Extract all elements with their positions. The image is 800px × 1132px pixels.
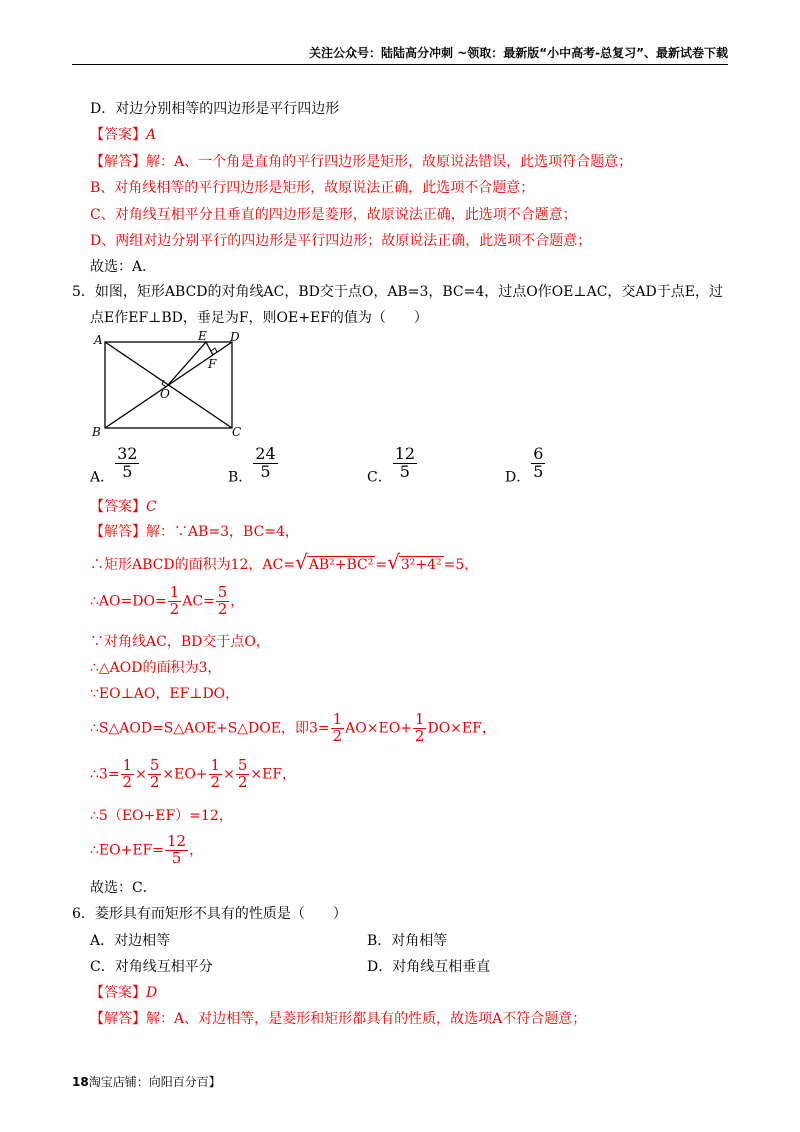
denominator: 2	[210, 772, 221, 791]
denominator: 2	[217, 599, 228, 618]
numerator: 12	[394, 444, 416, 463]
denominator: 2	[169, 599, 180, 618]
q5-option-b	[228, 446, 279, 486]
denominator: 5	[171, 848, 182, 867]
answer-label: 【答案】	[90, 499, 146, 515]
q5-solution-line-1	[90, 521, 299, 541]
q4-solution-line-2: B、对角线相等的平行四边形是矩形，故原说法正确，此选项不合题意；	[90, 180, 535, 196]
answer-label: 【答案】	[90, 127, 146, 143]
q5-solution-line-9: ∴5（EO+EF）=12，	[90, 808, 233, 824]
q4-solution-line-3: C、对角线互相平分且垂直的四边形是菱形，故原说法正确，此选项不合题意；	[90, 207, 577, 223]
q4-choose: 故选：A．	[90, 259, 157, 275]
q6-solution-line-1	[90, 1008, 586, 1028]
fraction	[165, 834, 188, 867]
solution-text: ，	[189, 842, 204, 859]
q5-answer	[90, 496, 157, 516]
q4-solution-line-1	[90, 151, 632, 171]
page-footer	[72, 1073, 221, 1090]
option-label: A．	[90, 469, 115, 486]
q5-solution-line-3	[90, 585, 244, 618]
radicand: 3²+4²	[400, 557, 442, 573]
solution-label: 【解答】	[90, 1011, 146, 1027]
q5-choose: 故选：C．	[90, 880, 157, 896]
option-label: C．	[367, 469, 392, 486]
answer-value: A	[146, 127, 157, 143]
numerator: 32	[117, 444, 138, 463]
solution-label: 【解答】	[90, 524, 146, 540]
numerator: 5	[149, 756, 160, 774]
solution-text: =5，	[443, 557, 479, 573]
q5-solution-line-5: ∴△AOD的面积为3，	[90, 660, 222, 676]
fraction	[121, 758, 135, 791]
radicand: AB²+BC²	[308, 557, 374, 573]
numerator: 1	[122, 756, 133, 774]
solution-text: ∴3=	[90, 766, 120, 783]
denominator: 2	[122, 772, 133, 791]
solution-text: 解：∵AB=3，BC=4，	[146, 524, 299, 540]
q5-option-a	[90, 446, 140, 486]
denominator: 2	[332, 726, 343, 745]
label-f: F	[208, 357, 217, 371]
q6-option-d: D．对角线互相垂直	[367, 959, 491, 975]
q4-option-d: D．对边分别相等的四边形是平行四边形	[90, 101, 340, 117]
label-d: D	[230, 330, 240, 344]
radical-sign: √	[387, 550, 400, 574]
q5-figure	[86, 326, 256, 442]
denominator: 5	[533, 461, 544, 481]
times-sign: ×	[223, 766, 235, 783]
numerator: 5	[217, 583, 228, 601]
times-sign: ×	[135, 766, 147, 783]
q6-answer	[90, 982, 157, 1002]
option-fraction	[253, 446, 277, 481]
solution-text: ∴S△AOD=S△AOE+S△DOE，即3=	[90, 720, 330, 737]
option-fraction	[393, 446, 417, 481]
denominator: 5	[122, 461, 133, 481]
option-fraction	[115, 446, 139, 481]
option-fraction	[531, 446, 545, 481]
fraction	[148, 758, 162, 791]
solution-text: ，	[230, 593, 245, 610]
radical-sign: √	[294, 550, 308, 574]
fraction	[331, 712, 345, 745]
fraction	[216, 585, 230, 618]
numerator: 1	[414, 710, 425, 728]
label-c: C	[232, 425, 242, 439]
q6-stem: 6．菱形具有而矩形不具有的性质是（ ）	[72, 906, 347, 922]
shop-name: 淘宝店铺：向阳百分百】	[88, 1075, 221, 1089]
q5-solution-line-7	[90, 712, 496, 745]
denominator: 5	[260, 461, 271, 481]
q5-solution-line-8	[90, 758, 296, 791]
solution-text: ×EF，	[250, 766, 297, 783]
header-rule	[72, 64, 728, 65]
q4-solution-line-4: D、两组对边分别平行的四边形是平行四边形；故原说法正确，此选项不合题意；	[90, 233, 592, 249]
option-label: B．	[228, 469, 253, 486]
solution-text: DO×EF，	[427, 720, 496, 737]
solution-label: 【解答】	[90, 154, 146, 170]
label-e: E	[198, 329, 207, 343]
label-o: O	[160, 387, 170, 401]
denominator: 2	[237, 772, 248, 791]
q5-solution-line-6: ∵EO⊥AO，EF⊥DO，	[90, 686, 240, 702]
q5-solution-line-4: ∵对角线AC，BD交于点O，	[90, 634, 270, 650]
denominator: 2	[414, 726, 425, 745]
solution-text: AO×EO+	[345, 720, 412, 737]
numerator: 1	[169, 583, 180, 601]
page-number: 18	[72, 1075, 89, 1089]
answer-label: 【答案】	[90, 985, 146, 1001]
q5-solution-line-2	[90, 550, 478, 574]
q5-stem-line-1: 5．如图，矩形ABCD的对角线AC，BD交于点O，AB=3，BC=4，过点O作OE⊥AC，交AD于点E，过	[72, 284, 723, 300]
numerator: 1	[332, 710, 343, 728]
numerator: 6	[533, 444, 544, 463]
solution-text: AC=	[182, 593, 215, 610]
q5-stem-line-2: 点E作EF⊥BD，垂足为F，则OE+EF的值为（ ）	[90, 310, 428, 326]
numerator: 24	[255, 444, 276, 463]
solution-text: 解：A、一个角是直角的平行四边形是矩形，故原说法错误，此选项符合题意；	[146, 154, 633, 170]
label-a: A	[94, 333, 103, 347]
q5-option-c	[367, 446, 418, 486]
solution-text: ∴矩形ABCD的面积为12，AC=	[90, 557, 295, 573]
right-angle-mark-f	[211, 348, 217, 352]
fraction	[168, 585, 182, 618]
q4-answer	[90, 124, 156, 144]
answer-value: C	[146, 499, 157, 515]
fraction	[209, 758, 223, 791]
denominator: 5	[399, 461, 410, 481]
q5-solution-line-10	[90, 834, 203, 867]
fraction	[236, 758, 250, 791]
numerator: 5	[237, 756, 248, 774]
q5-option-d	[505, 446, 546, 486]
solution-text: ∴AO=DO=	[90, 593, 167, 610]
fraction	[413, 712, 427, 745]
q6-option-b: B．对角相等	[367, 933, 448, 949]
q6-option-c: C．对角线互相平分	[90, 959, 213, 975]
numerator: 12	[167, 832, 187, 850]
label-b: B	[92, 425, 101, 439]
solution-text: ∴EO+EF=	[90, 842, 164, 859]
equals: =	[375, 557, 388, 573]
denominator: 2	[149, 772, 160, 791]
q6-option-a: A．对边相等	[90, 933, 171, 949]
option-label: D．	[505, 469, 531, 486]
answer-value: D	[146, 985, 158, 1001]
numerator: 1	[210, 756, 221, 774]
solution-text: ×EO+	[162, 766, 208, 783]
segment-ef	[206, 342, 213, 355]
solution-text: 解：A、对边相等，是菱形和矩形都具有的性质，故选项A不符合题意；	[146, 1011, 587, 1027]
page-header: 关注公众号：陆陆高分冲刺 ~领取：最新版“小中高考-总复习”、最新试卷下载	[309, 46, 728, 60]
